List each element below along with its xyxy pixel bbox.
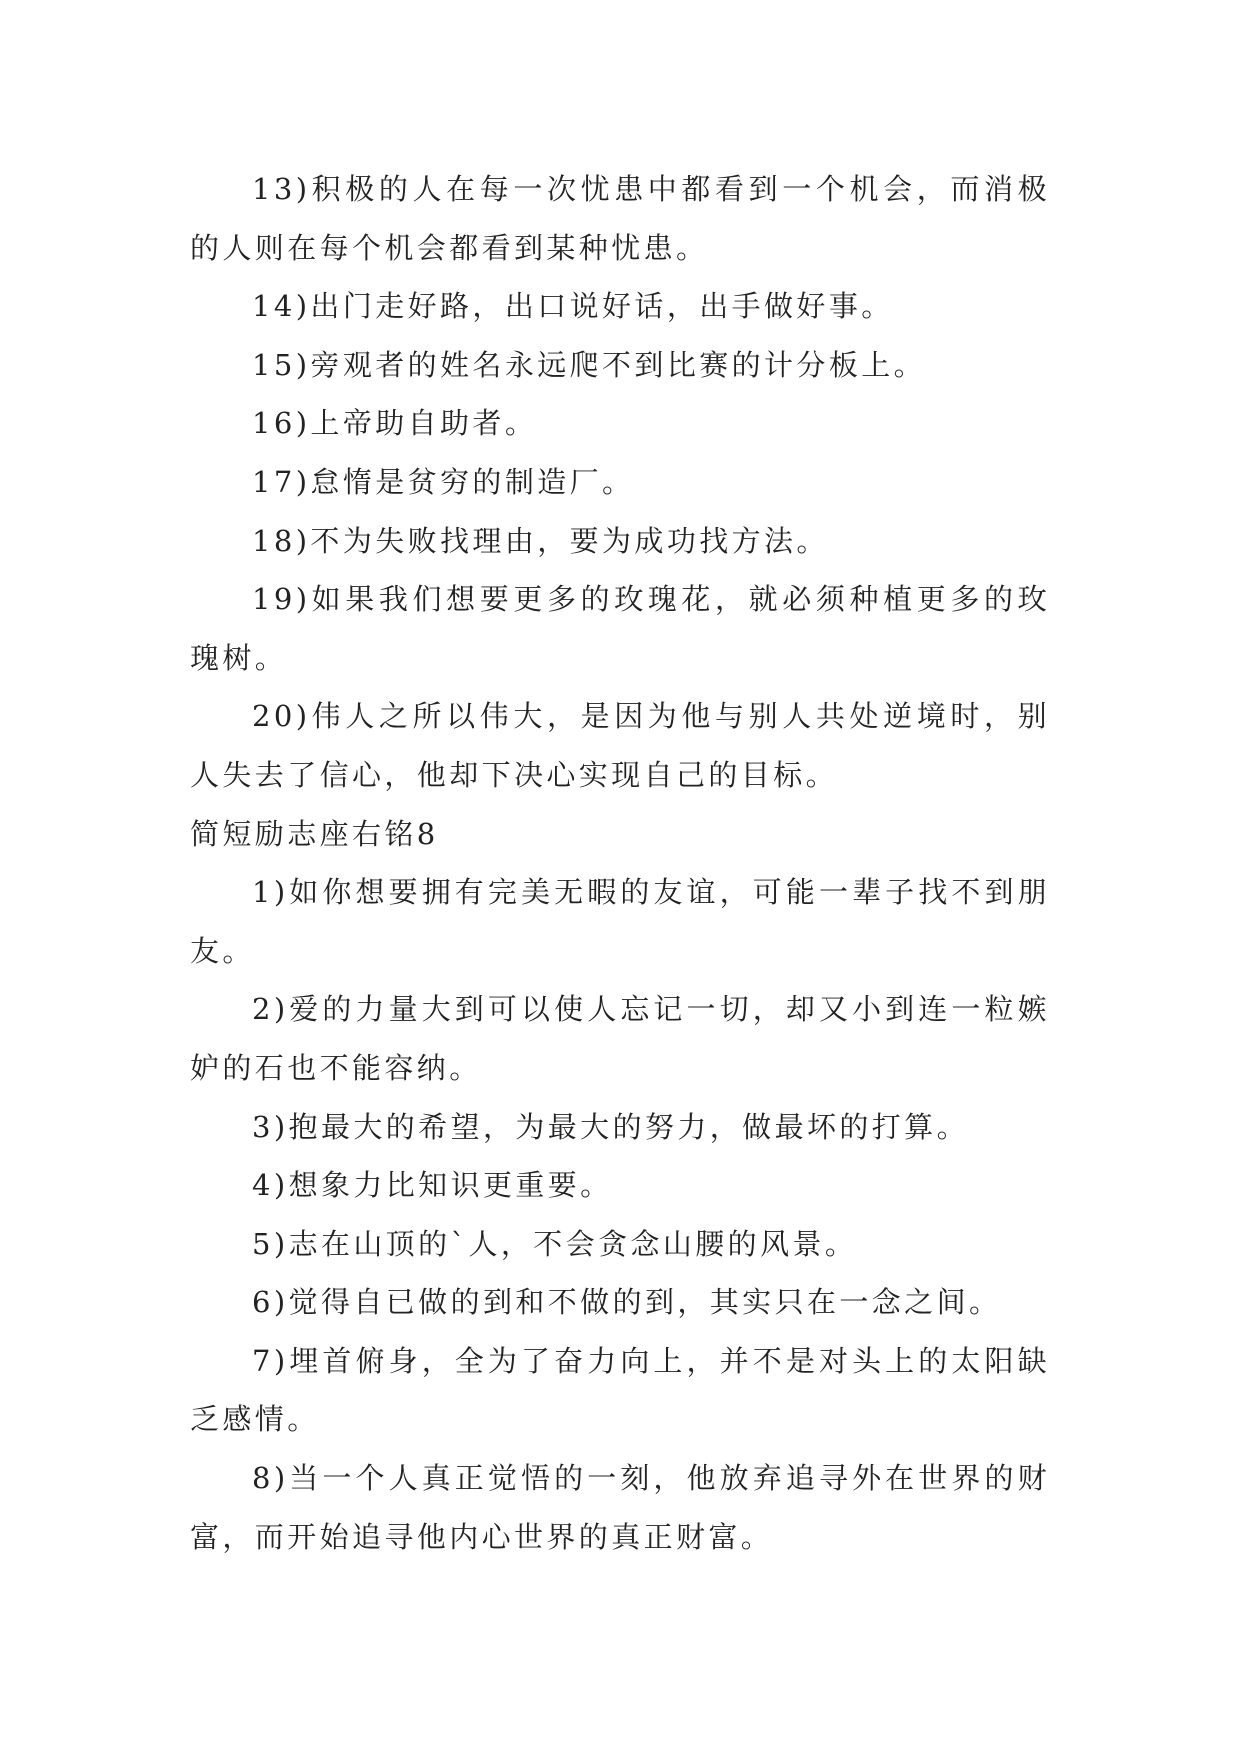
motto-13: 13)积极的人在每一次忧患中都看到一个机会，而消极的人则在每个机会都看到某种忧患。 bbox=[190, 172, 1050, 265]
motto-2: 2)爱的力量大到可以使人忘记一切，却又小到连一粒嫉妒的石也不能容纳。 bbox=[190, 992, 1050, 1085]
motto-6: 6)觉得自已做的到和不做的到，其实只在一念之间。 bbox=[252, 1285, 1002, 1320]
motto-3: 3)抱最大的希望，为最大的努力，做最坏的打算。 bbox=[252, 1109, 969, 1144]
motto-1: 1)如你想要拥有完美无暇的友谊，可能一辈子找不到朋友。 bbox=[190, 875, 1050, 968]
section-heading: 简短励志座右铭8 bbox=[190, 816, 439, 851]
document-page bbox=[190, 160, 1050, 1566]
motto-19: 19)如果我们想要更多的玫瑰花，就必须种植更多的玫瑰树。 bbox=[190, 582, 1050, 675]
motto-4: 4)想象力比知识更重要。 bbox=[252, 1168, 613, 1203]
motto-18: 18)不为失败找理由，要为成功找方法。 bbox=[252, 523, 829, 558]
motto-20: 20)伟人之所以伟大，是因为他与别人共处逆境时，别人失去了信心，他却下决心实现自己的目标。 bbox=[190, 699, 1050, 792]
motto-16: 16)上帝助自助者。 bbox=[252, 406, 538, 441]
motto-8: 8)当一个人真正觉悟的一刻，他放弃追寻外在世界的财富，而开始追寻他内心世界的真正财富。 bbox=[190, 1461, 1050, 1554]
motto-7: 7)埋首俯身，全为了奋力向上，并不是对头上的太阳缺乏感情。 bbox=[190, 1343, 1050, 1437]
motto-17: 17)怠惰是贫穷的制造厂。 bbox=[252, 464, 635, 499]
motto-15: 15)旁观者的姓名永远爬不到比赛的计分板上。 bbox=[252, 347, 927, 382]
motto-14: 14)出门走好路，出口说好话，出手做好事。 bbox=[252, 289, 894, 324]
motto-5: 5)志在山顶的`人，不会贪念山腰的风景。 bbox=[252, 1226, 858, 1261]
